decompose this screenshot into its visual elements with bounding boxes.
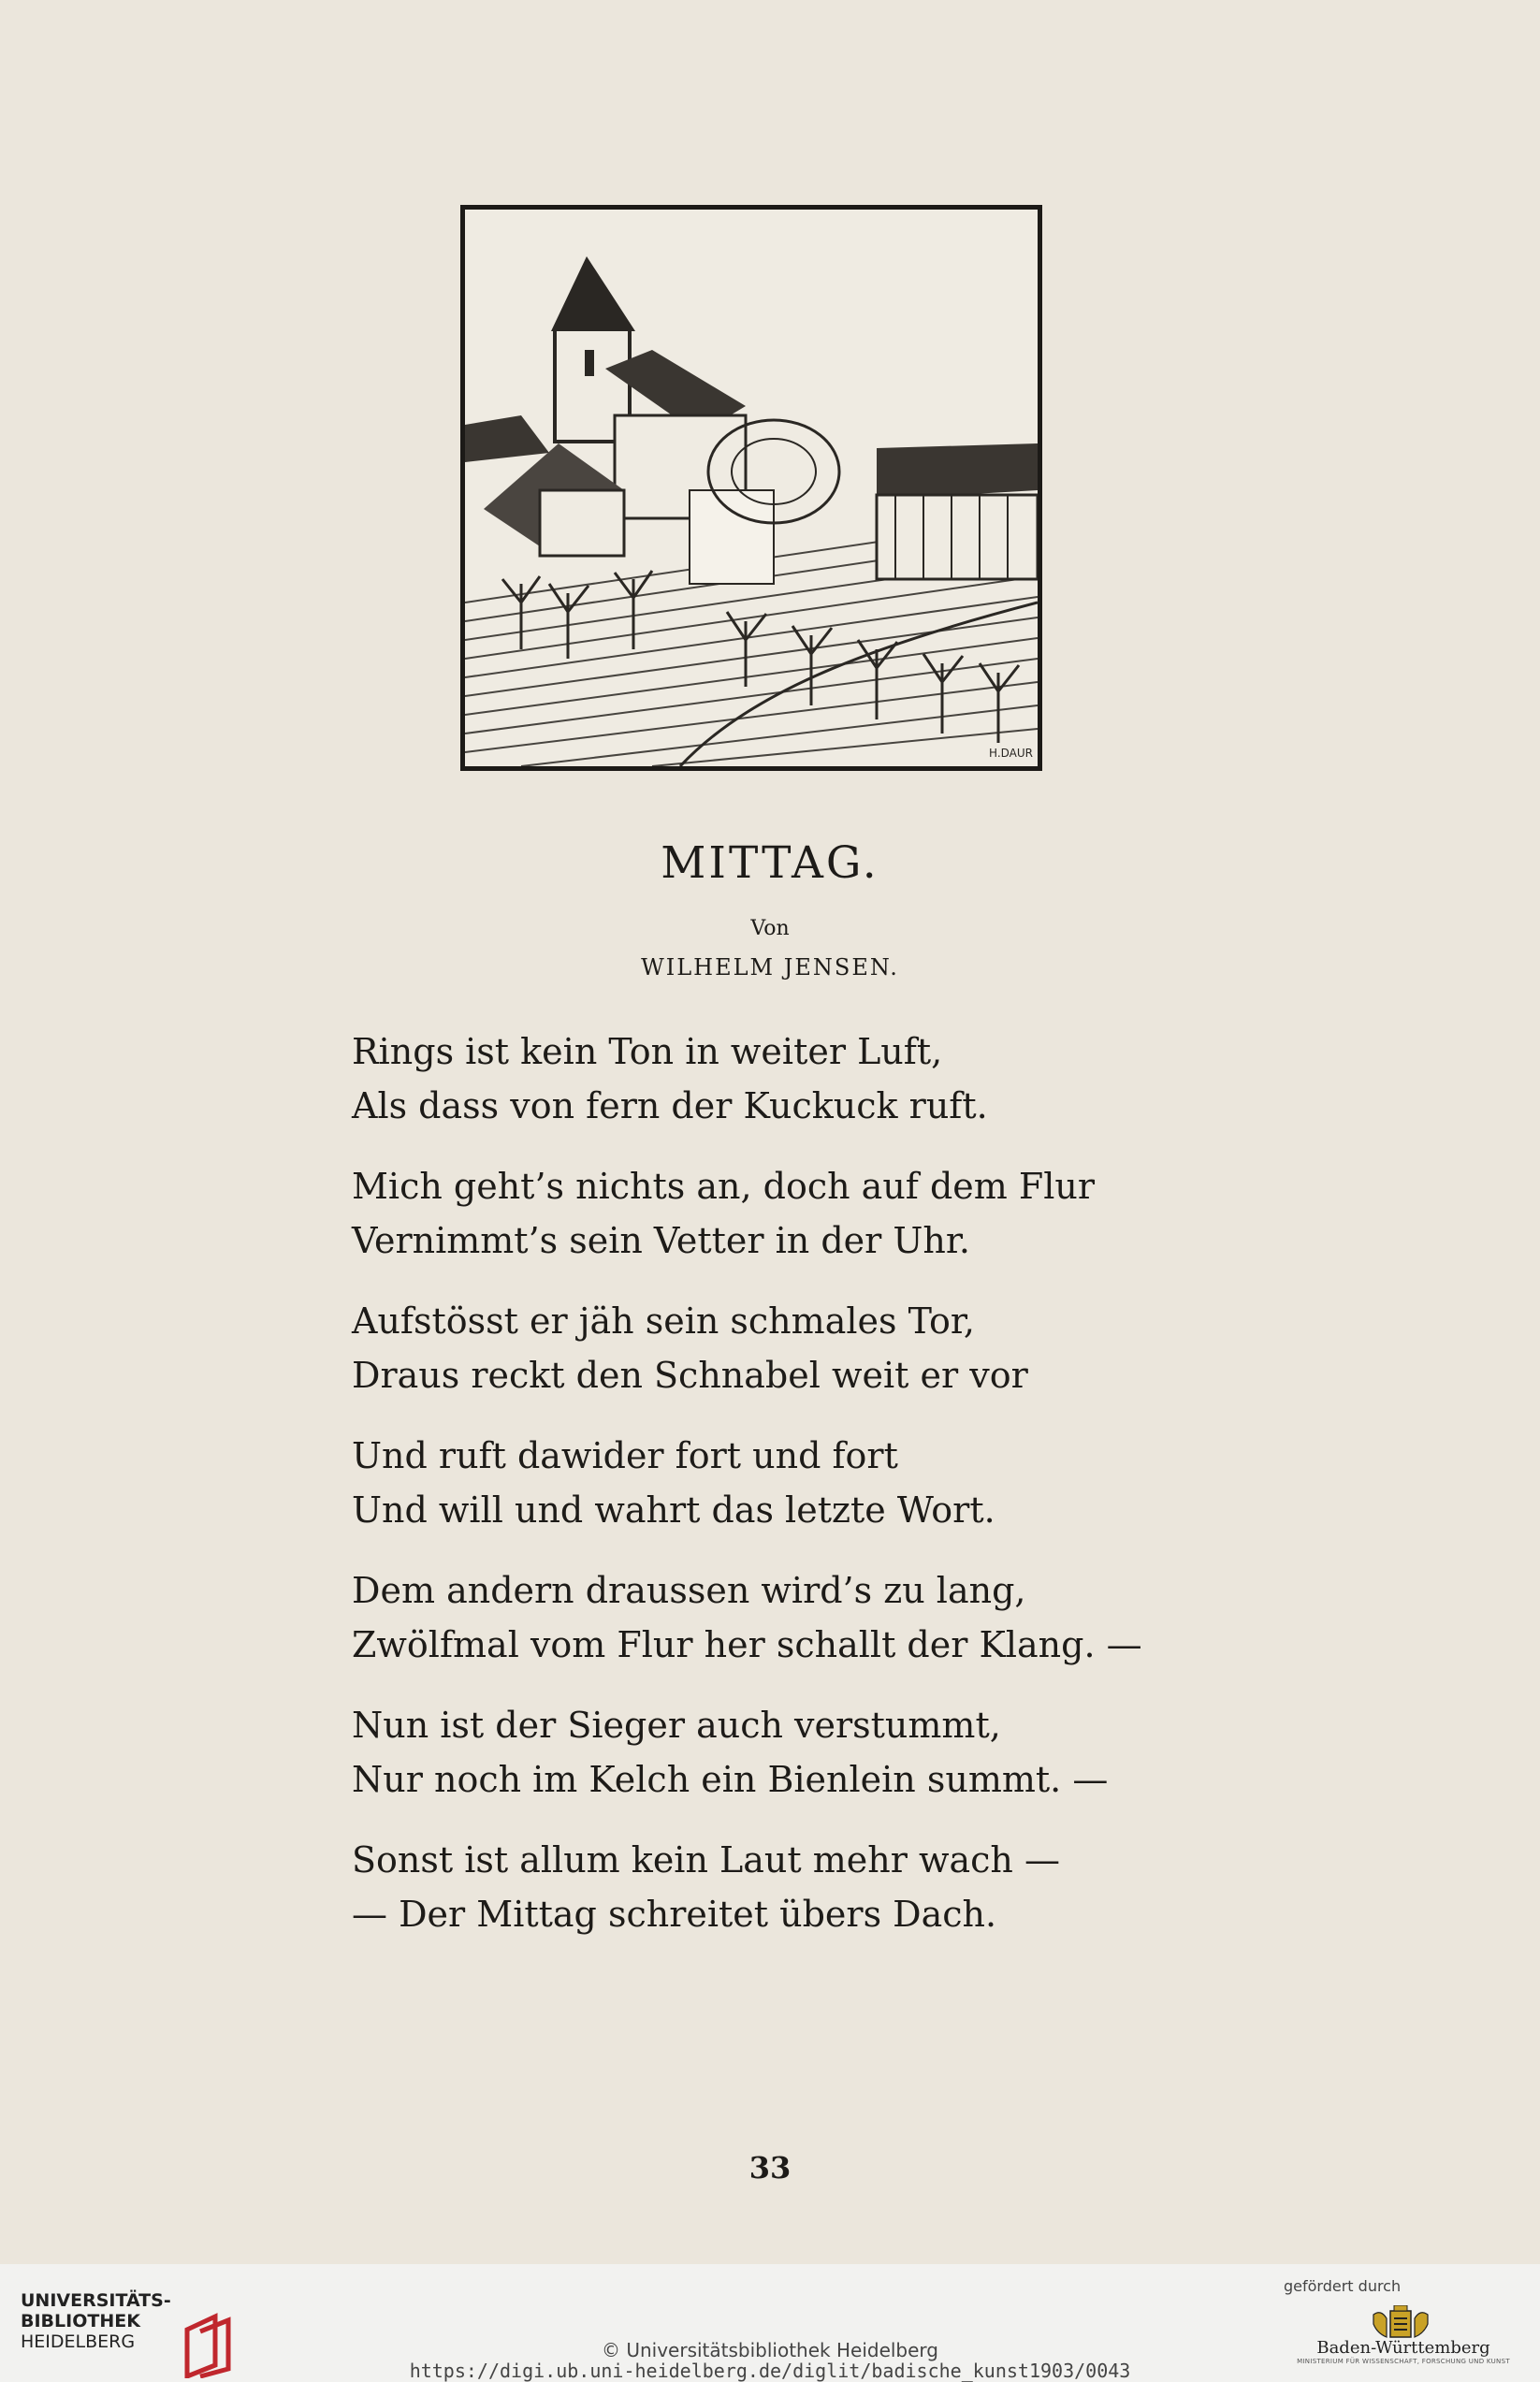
coat-of-arms-icon <box>1368 2305 1433 2343</box>
poem-author: WILHELM JENSEN. <box>641 954 899 980</box>
stanza <box>352 1833 1287 1941</box>
poem-line: Und will und wahrt das letzte Wort. <box>352 1489 995 1531</box>
poem-body <box>352 1024 1287 1968</box>
stanza <box>352 1159 1287 1268</box>
sponsor-label: gefördert durch <box>1284 2277 1402 2295</box>
page-number: 33 <box>748 2150 792 2186</box>
stanza <box>352 1294 1287 1402</box>
poem-line: Dem andern draussen wird’s zu lang, <box>352 1570 1026 1611</box>
poem-line: — Der Mittag schreitet übers Dach. <box>352 1894 997 1935</box>
byline-von: Von <box>750 917 790 940</box>
library-name-line: HEIDELBERG <box>21 2331 136 2352</box>
poem-line: Aufstösst er jäh sein schmales Tor, <box>352 1300 975 1342</box>
poem-line: Sonst ist allum kein Laut mehr wach — <box>352 1839 1060 1881</box>
sponsor-ministry: MINISTERIUM FÜR WISSENSCHAFT, FORSCHUNG UND KUNST <box>1297 2358 1510 2365</box>
library-name-line: BIBLIOTHEK <box>21 2311 140 2331</box>
poem-line: Nur noch im Kelch ein Bienlein summt. — <box>352 1759 1109 1800</box>
poem-line: Nun ist der Sieger auch verstummt, <box>352 1705 1001 1746</box>
poem-line: Mich geht’s nichts an, doch auf dem Flur <box>352 1166 1096 1207</box>
stanza <box>352 1024 1287 1133</box>
sponsor-block[interactable] <box>1282 2277 1525 2365</box>
poem-line: Zwölfmal vom Flur her schallt der Klang. — <box>352 1624 1142 1665</box>
artist-signature: H.DAUR <box>989 747 1033 760</box>
poem-title: MITTAG. <box>661 837 879 889</box>
poem-line: Rings ist kein Ton in weiter Luft, <box>352 1031 943 1072</box>
stanza <box>352 1429 1287 1537</box>
permalink-url[interactable]: https://digi.ub.uni-heidelberg.de/diglit/badische_kunst1903/0043 <box>409 2360 1131 2382</box>
stanza <box>352 1698 1287 1807</box>
woodcut-drawing <box>465 210 1038 766</box>
stanza <box>352 1563 1287 1672</box>
poem-line: Draus reckt den Schnabel weit er vor <box>352 1355 1028 1396</box>
digitization-footer <box>0 2264 1540 2382</box>
poem-line: Als dass von fern der Kuckuck ruft. <box>352 1085 988 1126</box>
copyright-notice: © Universitätsbibliothek Heidelberg <box>601 2339 938 2361</box>
church-woodcut-illustration <box>460 205 1042 771</box>
library-name-line: UNIVERSITÄTS- <box>21 2290 171 2311</box>
poem-line: Vernimmt’s sein Vetter in der Uhr. <box>352 1220 970 1261</box>
sponsor-name: Baden-Württemberg <box>1316 2338 1490 2358</box>
poem-line: Und ruft dawider fort und fort <box>352 1435 898 1476</box>
